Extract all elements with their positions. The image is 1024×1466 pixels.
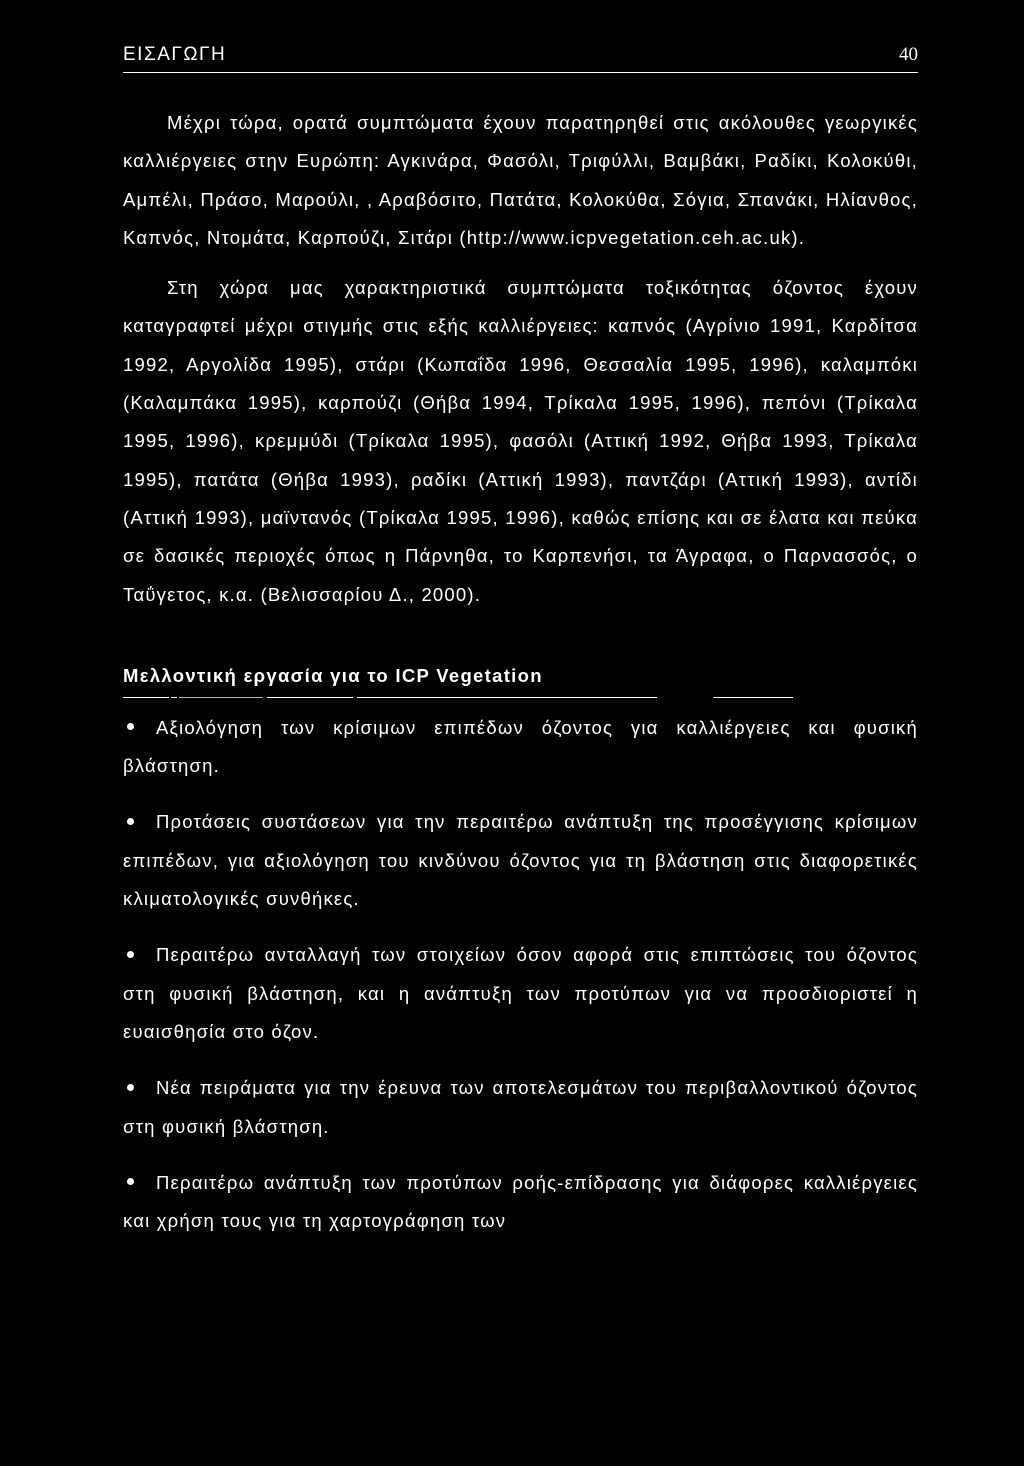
- chapter-title: ΕΙΣΑΓΩΓΗ: [123, 44, 227, 65]
- bullet-icon: [127, 1178, 134, 1185]
- bullet-icon: [127, 1084, 134, 1091]
- bullet-icon: [127, 723, 134, 730]
- list-item-text: Περαιτέρω ανάπτυξη των προτύπων ροής-επίδρασης για διάφορες καλλιέργειες και χρήση τους για τη χαρτογράφηση των: [123, 1171, 918, 1232]
- paragraph-symptoms-greece: Στη χώρα μας χαρακτηριστικά συμπτώματα τοξικότητας όζοντος έχουν καταγραφτεί μέχρι στιγμής στις εξής καλλιέργειες: καπνός (Αγρίνιο 1991, Καρδίτσα 1992, Αργολίδα 1995), στάρι (Κωπαΐδα 1996, Θεσσαλία 1995, 1996), καλαμπόκι (Καλαμπάκα 1995), καρπούζι (Θήβα 1994, Τρίκαλα 1995, 1996), πεπόνι (Τρίκαλα 1995, 1996), κρεμμύδι (Τρίκαλα 1995), φασόλι (Αττική 1992, Θήβα 1993, Τρίκαλα 1995), πατάτα (Θήβα 1993), ραδίκι (Αττική 1993), παντζάρι (Αττική 1993), αντίδι (Αττική 1993), μαϊντανός (Τρίκαλα 1995, 1996), καθώς επίσης και σε έλατα και πεύκα σε δασικές περιοχές όπως η Πάρνηθα, το Καρπενήσι, τα Άγραφα, ο Παρνασσός, ο Ταΰγετος, κ.α. (Βελισσαρίου Δ., 2000).: [123, 277, 918, 605]
- list-item-text: Αξιολόγηση των κρίσιμων επιπέδων όζοντος για καλλιέργειες και φυσική βλάστηση.: [123, 716, 918, 777]
- section-heading: Μελλοντική εργασία για το ICP Vegetation: [123, 664, 543, 686]
- list-item-text: Περαιτέρω ανταλλαγή των στοιχείων όσον αφορά στις επιπτώσεις του όζοντος στη φυσική βλάστηση, και η ανάπτυξη των προτύπων για να προσδιοριστεί η ευαισθησία στο όζον.: [123, 944, 918, 1042]
- list-item: [123, 936, 918, 1051]
- list-item: [123, 1069, 918, 1146]
- list-item: [123, 1164, 918, 1241]
- list-item: [123, 803, 918, 918]
- list-item-text: Νέα πειράματα για την έρευνα των αποτελεσμάτων του περιβαλλοντικού όζοντος στη φυσική βλάστηση.: [123, 1077, 918, 1137]
- bullet-icon: [127, 818, 134, 825]
- page-number: 40: [899, 44, 918, 65]
- page-header: [123, 40, 918, 73]
- page-content: [123, 104, 918, 1258]
- future-work-list: [123, 709, 918, 1241]
- list-item-text: Προτάσεις συστάσεων για την περαιτέρω ανάπτυξη της προσέγγισης κρίσιμων επιπέδων, για αξιολόγηση του κινδύνου όζοντος για τη βλάστηση στις διαφορετικές κλιματολογικές συνθήκες.: [123, 811, 918, 910]
- list-item: [123, 709, 918, 786]
- bullet-icon: [127, 951, 134, 958]
- section-heading-underline: [123, 697, 835, 699]
- paragraph-symptoms-europe: Μέχρι τώρα, ορατά συμπτώματα έχουν παρατηρηθεί στις ακόλουθες γεωργικές καλλιέργειες στην Ευρώπη: Αγκινάρα, Φασόλι, Τριφύλλι, Βαμβάκι, Ραδίκι, Κολοκύθι, Αμπέλι, Πράσο, Μαρούλι, , Αραβόσιτο, Πατάτα, Κολοκύθα, Σόγια, Σπανάκι, Ηλίανθος, Καπνός, Ντομάτα, Καρπούζι, Σιτάρι (http://www.icpvegetation.ceh.ac.uk).: [123, 112, 918, 248]
